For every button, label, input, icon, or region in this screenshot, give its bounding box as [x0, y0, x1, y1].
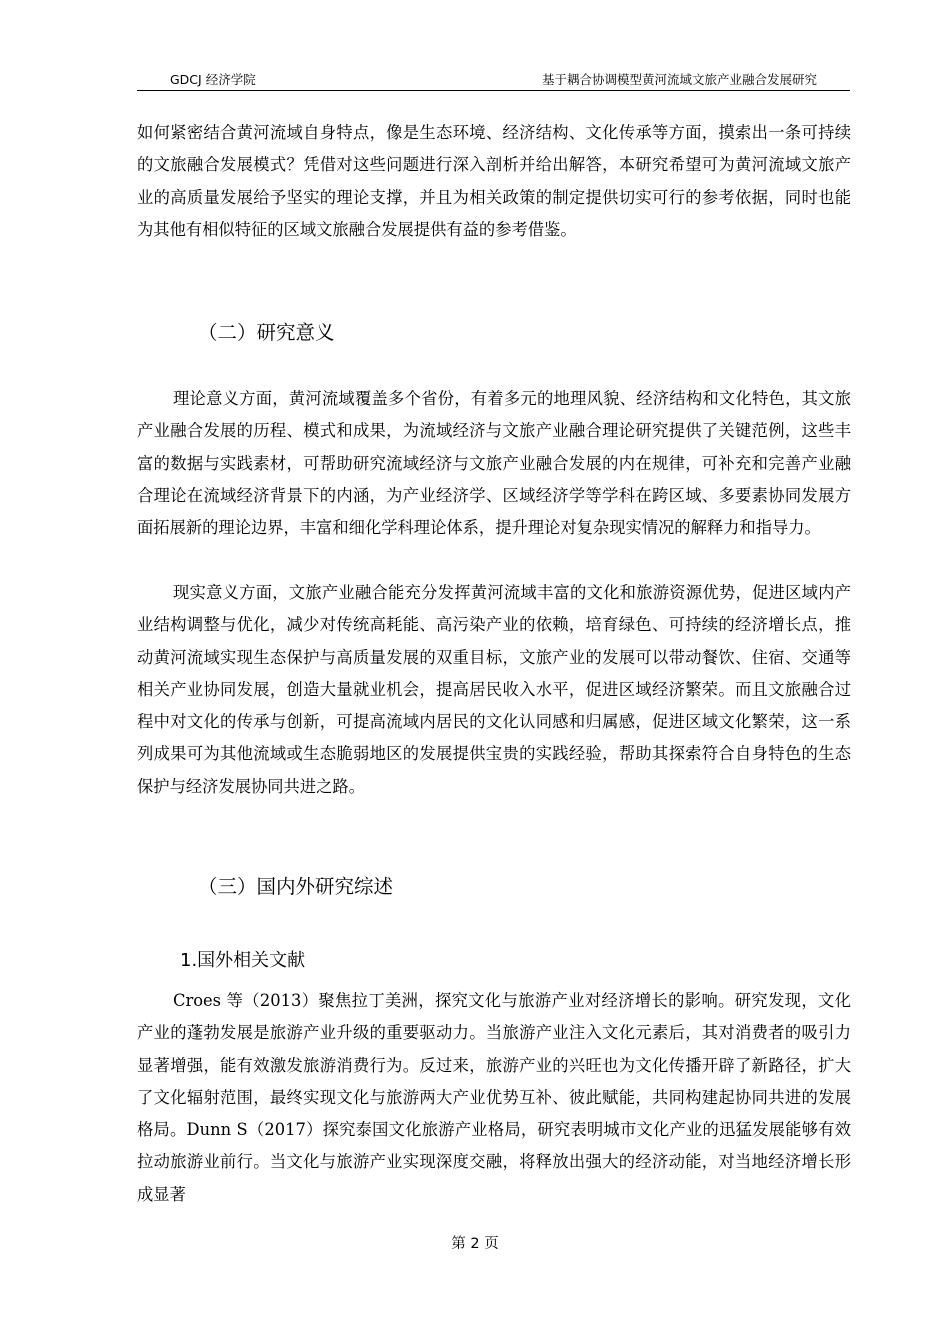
paragraph-practical-significance: 现实意义方面，文旅产业融合能充分发挥黄河流域丰富的文化和旅游资源优势，促进区域内产业结构调整与优化，减少对传统高耗能、高污染产业的依赖，培育绿色、可持续的经济增长点，推动黄河流域实现生态保护与高质量发展的双重目标，文旅产业的发展可以带动餐饮、住宿、交通等相关产业协同发展，创造大量就业机会，提高居民收入水平，促进区域经济繁荣。而且文旅融合过程中对文化的传承与创新，可提高流域内居民的文化认同感和归属感，促进区域文化繁荣，这一系列成果可为其他流域或生态脆弱地区的发展提供宝贵的实践经验，帮助其探索符合自身特色的生态保护与经济发展协同共进之路。 — [137, 583, 851, 796]
paragraph-research-question: 如何紧密结合黄河流域自身特点，像是生态环境、经济结构、文化传承等方面，摸索出一条可持续的文旅融合发展模式？凭借对这些问题进行深入剖析并给出解答，本研究希望可为黄河流域文旅产业的高质量发展给予坚实的理论支撑，并且为相关政策的制定提供切实可行的参考依据，同时也能为其他有相似特征的区域文旅融合发展提供有益的参考借鉴。 — [137, 123, 851, 239]
section-heading-significance: （二）研究意义 — [198, 321, 335, 344]
page-header — [137, 66, 850, 91]
paragraph-theoretical-significance: 理论意义方面，黄河流域覆盖多个省份，有着多元的地理风貌、经济结构和文化特色，其文旅产业融合发展的历程、模式和成果，为流域经济与文旅产业融合理论研究提供了关键范例，这些丰富的数据与实践素材，可帮助研究流域经济与文旅产业融合发展的内在规律，可补充和完善产业融合理论在流域经济背景下的内涵，为产业经济学、区域经济学等学科在跨区域、多要素协同发展方面拓展新的理论边界，丰富和细化学科理论体系，提升理论对复杂现实情况的解释力和指导力。 — [137, 389, 851, 538]
section-heading-literature-review: （三）国内外研究综述 — [198, 875, 394, 898]
subsection-heading-foreign-literature: 1.国外相关文献 — [180, 950, 306, 971]
header-institution: GDCJ 经济学院 — [170, 72, 256, 87]
header-paper-title: 基于耦合协调模型黄河流域文旅产业融合发展研究 — [541, 72, 817, 87]
paragraph-foreign-literature: Croes 等（2013）聚焦拉丁美洲，探究文化与旅游产业对经济增长的影响。研究发现，文化产业的蓬勃发展是旅游产业升级的重要驱动力。当旅游产业注入文化元素后，其对消费者的吸引力显著增强，能有效激发旅游消费行为。反过来，旅游产业的兴旺也为文化传播开辟了新路径，扩大了文化辐射范围，最终实现文化与旅游两大产业优势互补、彼此赋能，共同构建起协同共进的发展格局。Dunn S（2017）探究泰国文化旅游产业格局，研究表明城市文化产业的迅猛发展能够有效拉动旅游业前行。当文化与旅游产业实现深度交融，将释放出强大的经济动能，对当地经济增长形成显著 — [137, 991, 851, 1204]
page-number: 第 2 页 — [451, 1236, 499, 1252]
